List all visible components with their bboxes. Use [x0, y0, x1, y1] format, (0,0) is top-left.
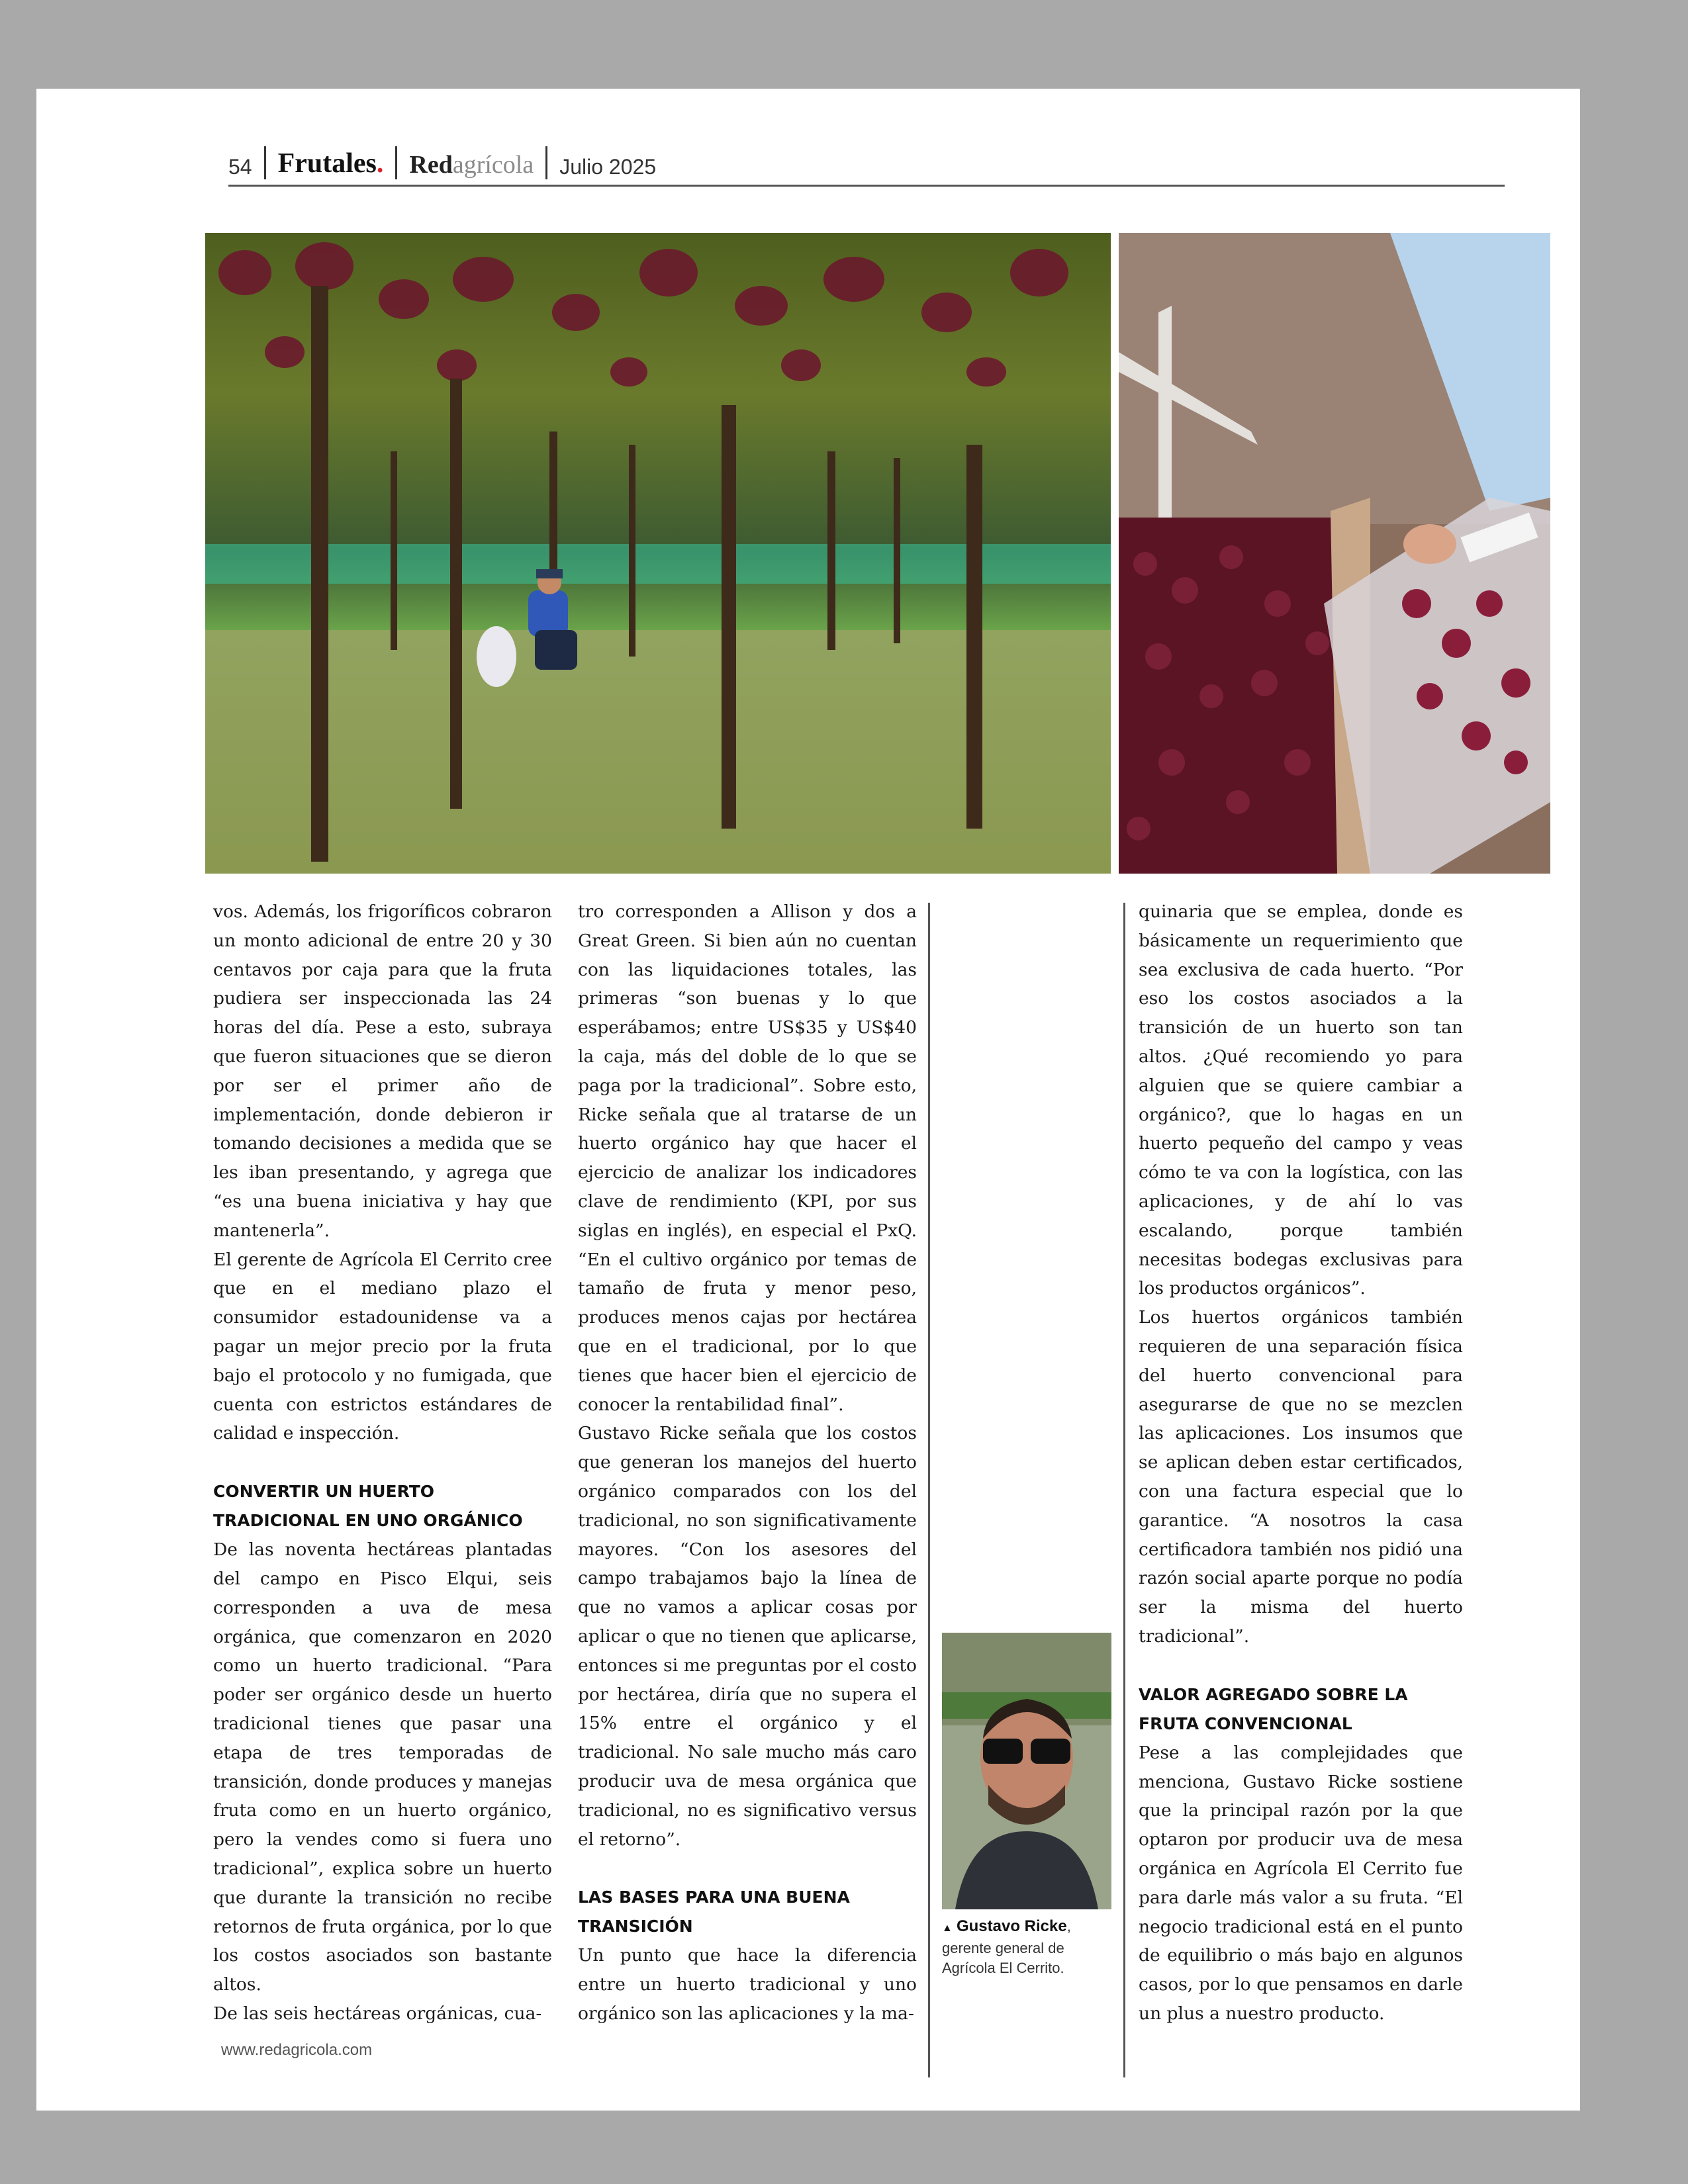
vineyard-photo — [205, 233, 1111, 874]
column-rule — [1123, 903, 1125, 2077]
article-column-1 — [213, 897, 552, 2028]
paragraph: Gustavo Ricke señala que los costos que generan los manejos del huerto orgánico comparados con los del tradicional, no son significativamente mayores. “Con los asesores del campo trabajamos bajo la línea de que no vamos a aplicar cosas por aplicar o que no tienen que aplicarse, entonces si me preguntas por el costo por hectárea, diría que no supera el 15% entre el orgánico y el tradicional. No sale mucho más caro producir uva de mesa orgánica que tradicional, no es significativo versus el retorno”. — [578, 1423, 917, 1850]
article-column-2 — [578, 897, 917, 2028]
subheading: CONVERTIR UN HUERTO TRADICIONAL EN UNO ORGÁNICO — [213, 1482, 523, 1531]
column-rule — [928, 903, 930, 2077]
caption-marker-icon: ▲ — [942, 1923, 953, 1934]
subheading: VALOR AGREGADO SOBRE LA FRUTA CONVENCIONAL — [1139, 1684, 1408, 1733]
organic-grapes-photo — [1119, 233, 1550, 874]
paragraph: Los huertos orgánicos también requieren de una separación física del huerto convencional para asegurarse de que no se mezclen las aplicaciones. Los insumos que se aplican deben estar certificados, con una factura especial que lo garantice. “A nosotros la casa certificadora también nos pidió una razón social aparte porque no podía ser la misma del huerto tradicional”. — [1139, 1307, 1463, 1647]
brand-logo-red: Red — [409, 151, 453, 179]
header-divider — [264, 146, 266, 179]
header-divider — [395, 146, 397, 179]
paragraph: El gerente de Agrícola El Cerrito cree que en el mediano plazo el consumidor estadounidense va a pagar un mejor precio por la fruta bajo el protocolo y no fumigada, que cuenta con estrictos estándares de calidad e inspección. — [213, 1249, 552, 1444]
page-header — [228, 143, 1505, 187]
issue-date: Julio 2025 — [559, 155, 657, 179]
page-number: 54 — [228, 155, 252, 179]
header-divider — [545, 146, 547, 179]
caption-name: Gustavo Ricke — [956, 1917, 1067, 1935]
paragraph: De las noventa hectáreas plantadas del campo en Pisco Elqui, seis corresponden a uva de mesa orgánica, que comenzaron en 2020 como un huerto tradicional. “Para poder ser orgánico desde un huerto tradicional tienes que pasar una etapa de tres temporadas de transición, donde produces y manejas fruta como en un huerto orgánico, pero la vendes como si fuera uno tradicional”, explica sobre un huerto que durante la transición no recibe retornos de fruta orgánica, por lo que los costos asociados son bastante altos. — [213, 1539, 552, 1995]
paragraph: tro corresponden a Allison y dos a Great Green. Si bien aún no cuentan con las liquidaciones totales, las primeras “son buenas y lo que esperábamos; entre US$35 y US$40 la caja, más del doble de lo que se paga por la tradicional”. Sobre esto, Ricke señala que al tratarse de un huerto orgánico hay que hacer el ejercicio de analizar los indicadores clave de rendimiento (KPI, por sus siglas en inglés), en especial el PxQ. “En el cultivo orgánico por temas de tamaño de fruta y menor peso, produces menos cajas por hectárea que en el tradicional, por lo que tienes que hacer bien el ejercicio de conocer la rentabilidad final”. — [578, 901, 917, 1415]
gustavo-ricke-portrait — [942, 1633, 1111, 1909]
section-dot: . — [376, 148, 384, 179]
paragraph: quinaria que se emplea, donde es básicamente un requerimiento que sea exclusiva de cada huerto. “Por eso los costos asociados a la transición de un huerto son tan altos. ¿Qué recomiendo yo para alguien que se quiere cambiar a orgánico?, que lo hagas en un huerto pequeño del campo y veas cómo te va con la logística, con las aplicaciones, y de ahí lo vas escalando, porque también necesitas bodegas exclusivas para los productos orgánicos”. — [1139, 901, 1463, 1299]
caption-role: , gerente general de Agrícola El Cerrito. — [942, 1918, 1071, 1976]
article-column-3 — [1139, 897, 1463, 2028]
paragraph: vos. Además, los frigoríficos cobraron un monto adicional de entre 20 y 30 centavos por caja para que la fruta pudiera ser inspeccionada las 24 horas del día. Pese a esto, subraya que fueron situaciones que se dieron por ser el primer año de implementación, donde debieron ir tomando decisiones a medida que se les iban presentando, y agrega que “es una buena iniciativa y hay que mantenerla”. — [213, 901, 552, 1241]
section-title: Frutales — [277, 148, 377, 179]
paragraph: Un punto que hace la diferencia entre un huerto tradicional y uno orgánico son las aplicaciones y la ma- — [578, 1945, 917, 2024]
subheading: LAS BASES PARA UNA BUENA TRANSICIÓN — [578, 1888, 850, 1936]
paragraph: Pese a las complejidades que menciona, Gustavo Ricke sostiene que la principal razón por la que optaron por producir uva de mesa orgánica en Agrícola El Cerrito fue para darle más valor a su fruta. “El negocio tradicional está en el punto de equilibrio o más bajo en algunos casos, por lo que pensamos en darle un plus a nuestro producto. — [1139, 1742, 1463, 2024]
paragraph: De las seis hectáreas orgánicas, cua- — [213, 2003, 542, 2024]
magazine-page — [36, 89, 1580, 2111]
brand-logo-agricola: agrícola — [452, 151, 534, 179]
footer-url: www.redagricola.com — [221, 2041, 373, 2059]
photo-caption — [942, 1917, 1111, 1978]
